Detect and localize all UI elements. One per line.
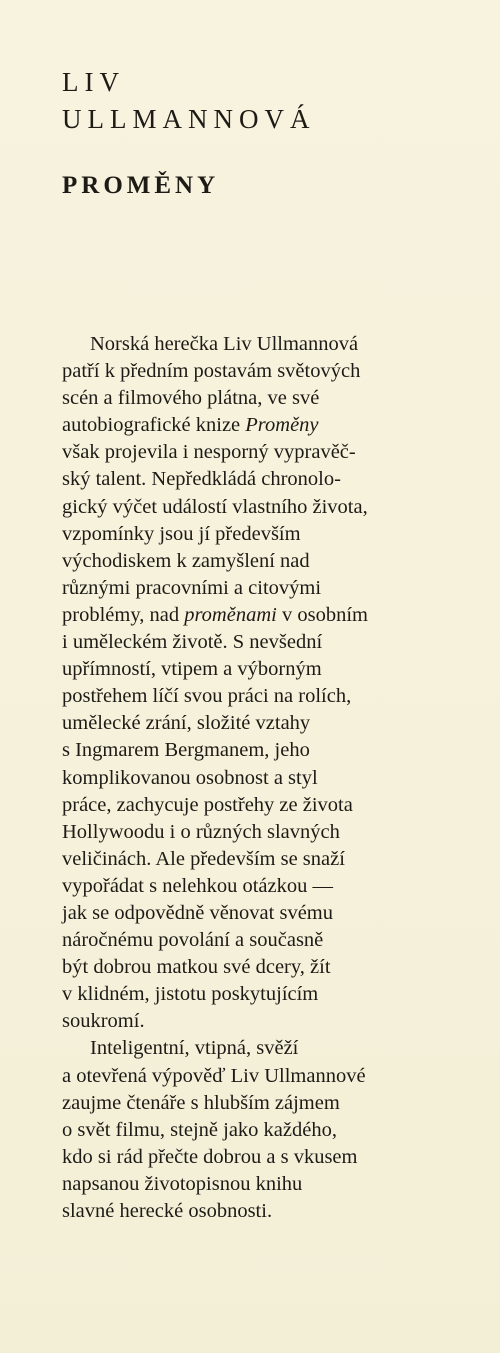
text-line: však projevila i nesporný vypravěč- [62, 441, 356, 464]
text-line: problémy, nad proměnami v osobním [62, 603, 368, 626]
text-line: gický výčet událostí vlastního života, [62, 495, 368, 518]
author-name [62, 64, 315, 138]
text-line: Hollywoodu i o různých slavných [62, 820, 340, 843]
text-line: slavné herecké osobnosti. [62, 1200, 273, 1222]
text-line: východiskem k zamyšlení nad [62, 549, 310, 572]
text-line: patří k předním postavám světových [62, 360, 361, 383]
blurb-paragraph-2 [62, 1035, 492, 1225]
text-line: o svět filmu, stejně jako každého, [62, 1118, 337, 1141]
text-line: práce, zachycuje postřehy ze života [62, 793, 353, 816]
text-line: být dobrou matkou své dcery, žít [62, 956, 331, 979]
text-line: umělecké zrání, složité vztahy [62, 712, 311, 735]
text-line: scén a filmového plátna, ve své [62, 387, 320, 410]
blurb-paragraph-1 [62, 331, 492, 1035]
text-line: ský talent. Nepředkládá chronolo- [62, 468, 341, 491]
text-line: v klidném, jistotu poskytujícím [62, 983, 319, 1006]
text-line: jak se odpovědně věnovat svému [62, 901, 333, 924]
text-line: upřímností, vtipem a výborným [62, 658, 322, 681]
book-title: PROMĚNY [62, 172, 220, 199]
text-line: postřehem líčí svou práci na rolích, [62, 685, 352, 708]
text-line: s Ingmarem Bergmanem, jeho [62, 739, 310, 762]
text-line: vypořádat s nelehkou otázkou — [62, 874, 333, 897]
text-line: a otevřená výpověď Liv Ullmannové [62, 1064, 366, 1087]
text-line: autobiografické knize Proměny [62, 414, 319, 437]
text-line: náročnému povolání a současně [62, 929, 324, 952]
text-line: komplikovanou osobnost a styl [62, 766, 318, 789]
author-first-name: LIV [62, 67, 125, 97]
author-last-name: ULLMANNOVÁ [62, 104, 316, 134]
text-line: vzpomínky jsou jí především [62, 522, 301, 545]
text-line: veličinách. Ale především se snaží [62, 847, 345, 870]
text-line: zaujme čtenáře s hlubším zájmem [62, 1091, 340, 1114]
text-line: různými pracovními a citovými [62, 576, 322, 599]
text-line: kdo si rád přečte dobrou a s vkusem [62, 1145, 358, 1168]
text-line: Inteligentní, vtipná, svěží [90, 1037, 299, 1060]
text-line: i uměleckém životě. S nevšední [62, 631, 323, 654]
text-line: soukromí. [62, 1010, 145, 1033]
text-line: Norská herečka Liv Ullmannová [90, 333, 359, 355]
text-line: napsanou životopisnou knihu [62, 1172, 303, 1195]
blurb-text [62, 331, 492, 1225]
